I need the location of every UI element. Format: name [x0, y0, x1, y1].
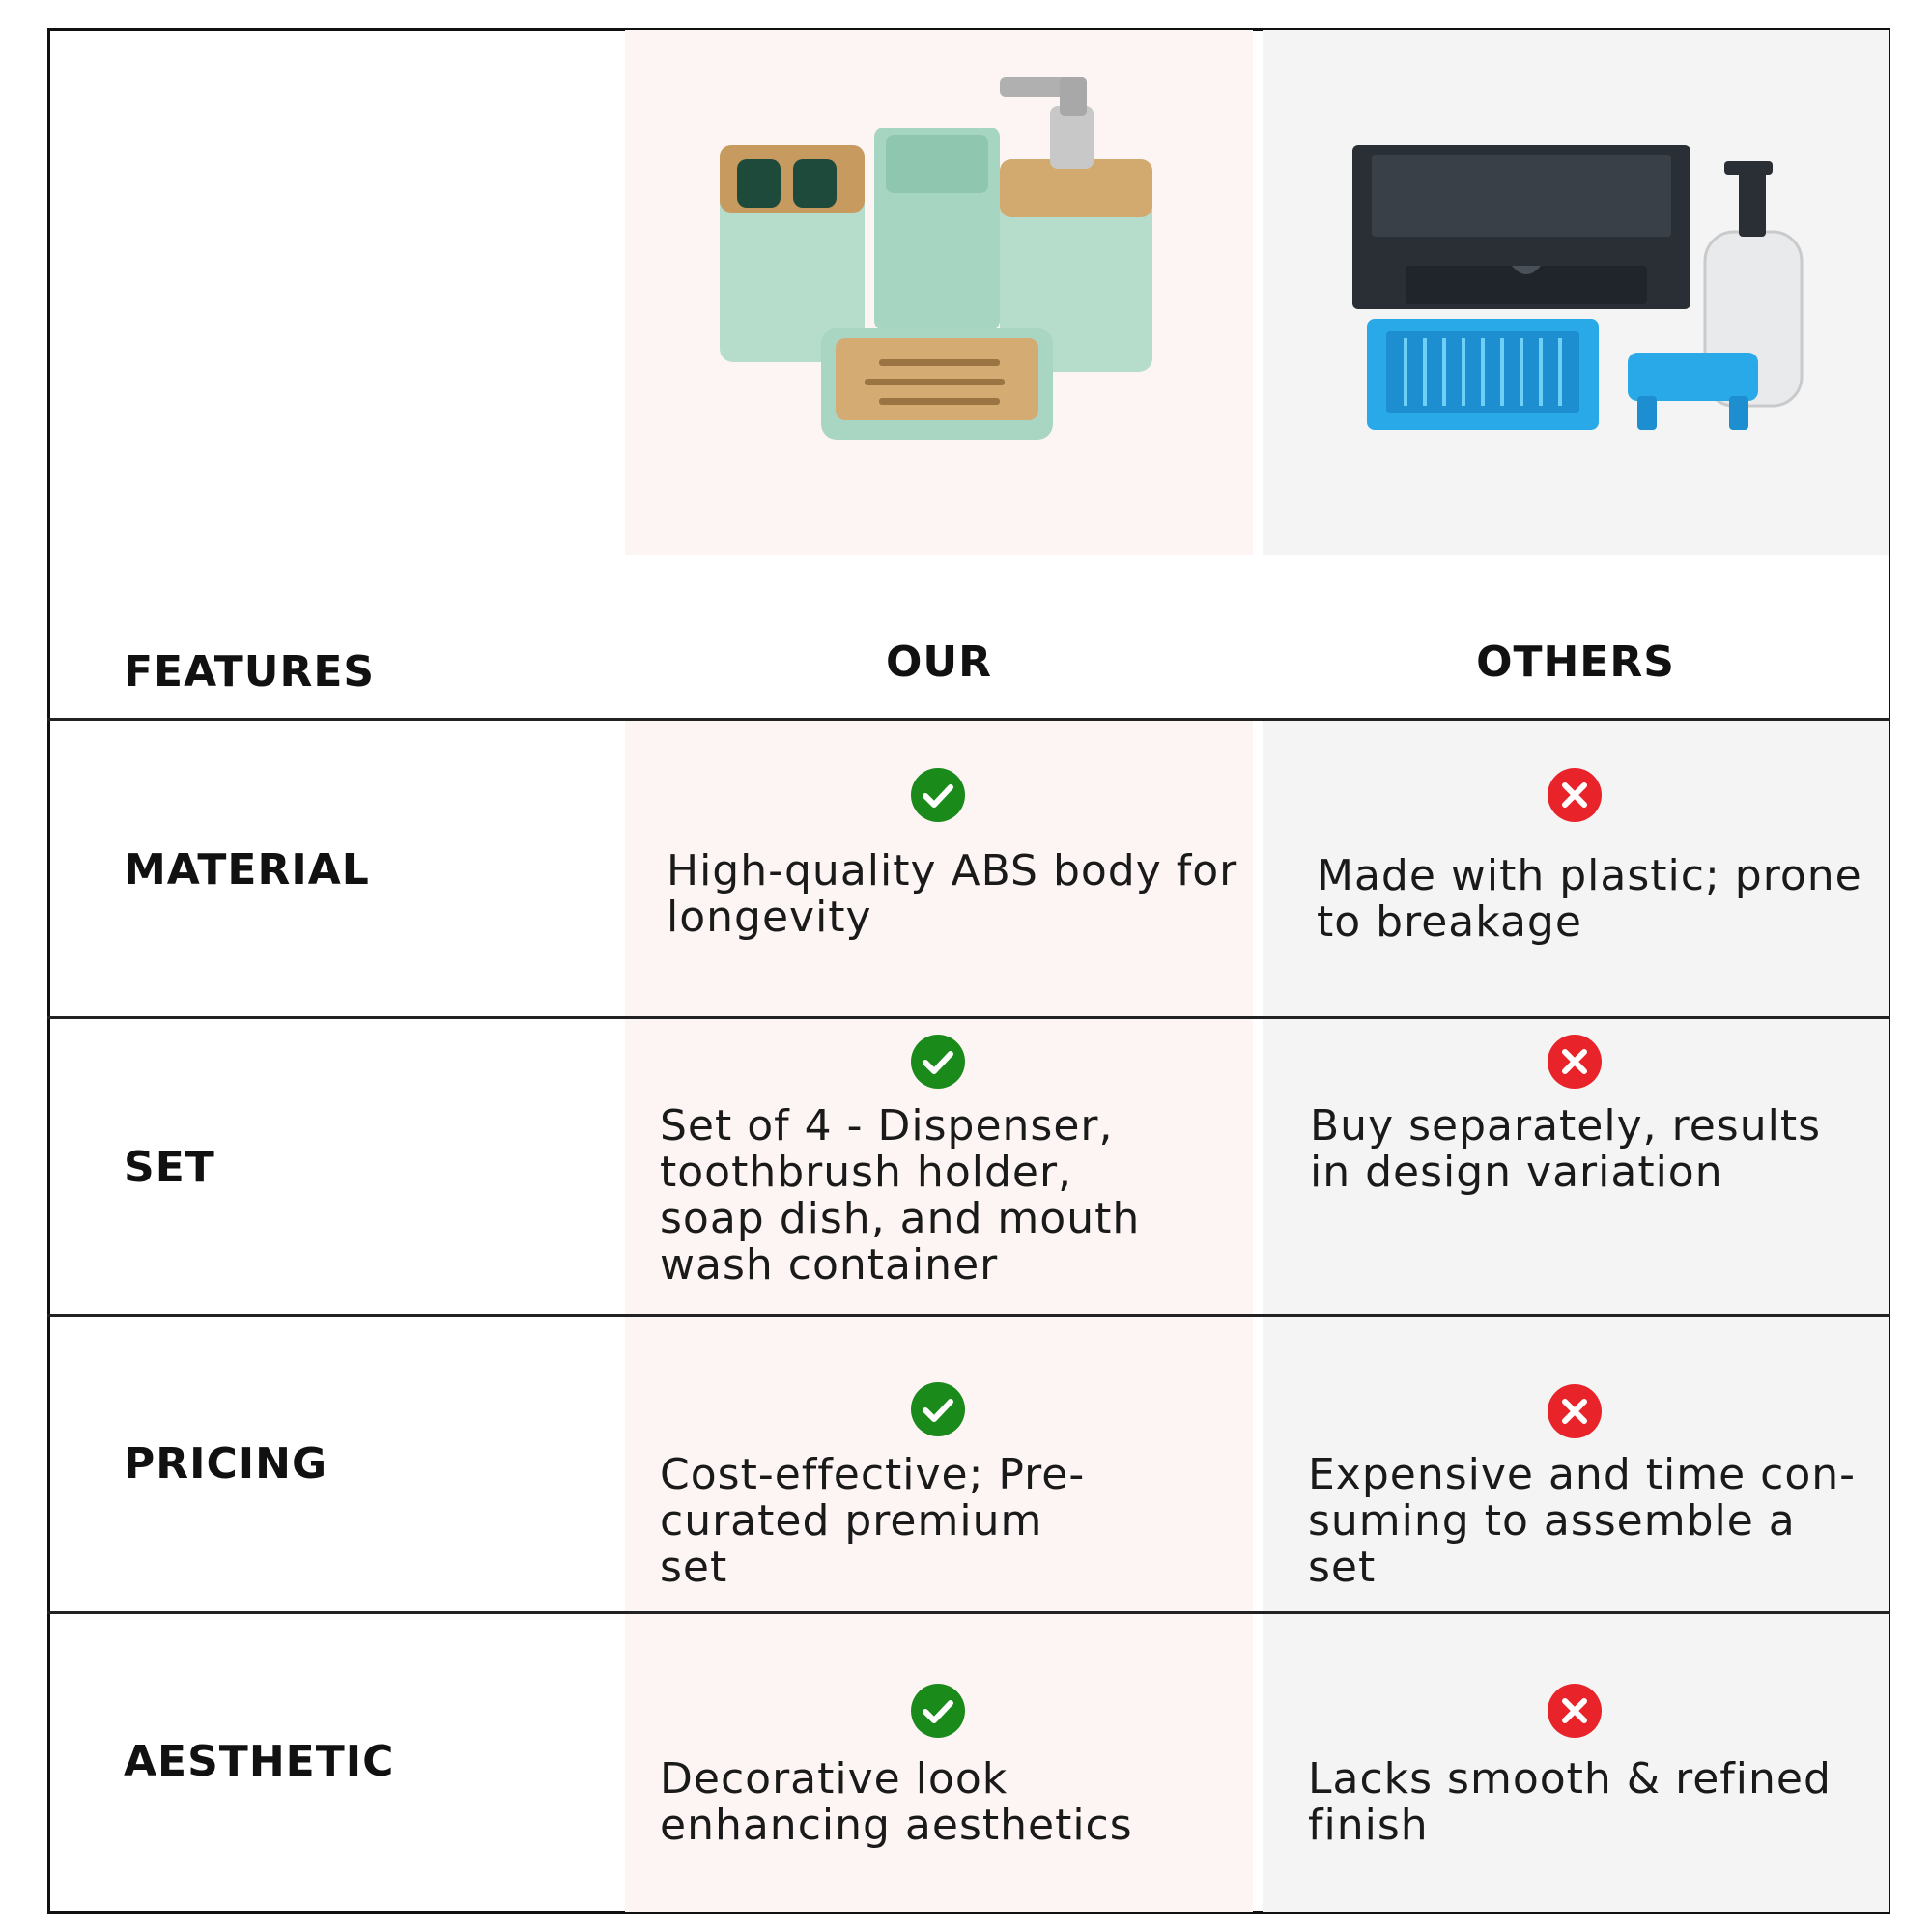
row-divider — [47, 718, 1890, 721]
our-header: OUR — [885, 638, 992, 687]
x-circle-icon — [1547, 1683, 1603, 1739]
others-description-aesthetic: Lacks smooth & refined finish — [1308, 1754, 1832, 1850]
our-description-material: High-quality ABS body for longevity — [667, 846, 1238, 942]
row-divider — [47, 1611, 1890, 1614]
our-product-image — [710, 68, 1164, 454]
feature-label-material: MATERIAL — [124, 845, 370, 895]
check-circle-icon — [910, 1381, 966, 1437]
our-description-aesthetic: Decorative look enhancing aesthetics — [660, 1754, 1133, 1850]
others-description-material: Made with plastic; prone to breakage — [1317, 851, 1862, 947]
header-label-band — [625, 555, 1889, 718]
others-product-image — [1348, 140, 1811, 440]
others-description-pricing: Expensive and time con-suming to assemble a set — [1308, 1450, 1857, 1592]
check-circle-icon — [910, 767, 966, 823]
feature-label-aesthetic: AESTHETIC — [124, 1737, 395, 1786]
feature-label-set: SET — [124, 1143, 215, 1192]
others-description-set: Buy separately, results in design variation — [1310, 1101, 1821, 1197]
row-divider — [47, 1314, 1890, 1317]
feature-label-pricing: PRICING — [124, 1439, 328, 1489]
our-description-pricing: Cost-effective; Pre-curated premium set — [660, 1450, 1086, 1592]
check-circle-icon — [910, 1034, 966, 1090]
x-circle-icon — [1547, 1383, 1603, 1439]
others-header: OTHERS — [1476, 638, 1675, 687]
x-circle-icon — [1547, 1034, 1603, 1090]
row-divider — [47, 1016, 1890, 1019]
x-circle-icon — [1547, 767, 1603, 823]
features-header: FEATURES — [124, 647, 376, 696]
check-circle-icon — [910, 1683, 966, 1739]
our-description-set: Set of 4 - Dispenser, toothbrush holder, soap dish, and mouth wash container — [660, 1101, 1141, 1290]
